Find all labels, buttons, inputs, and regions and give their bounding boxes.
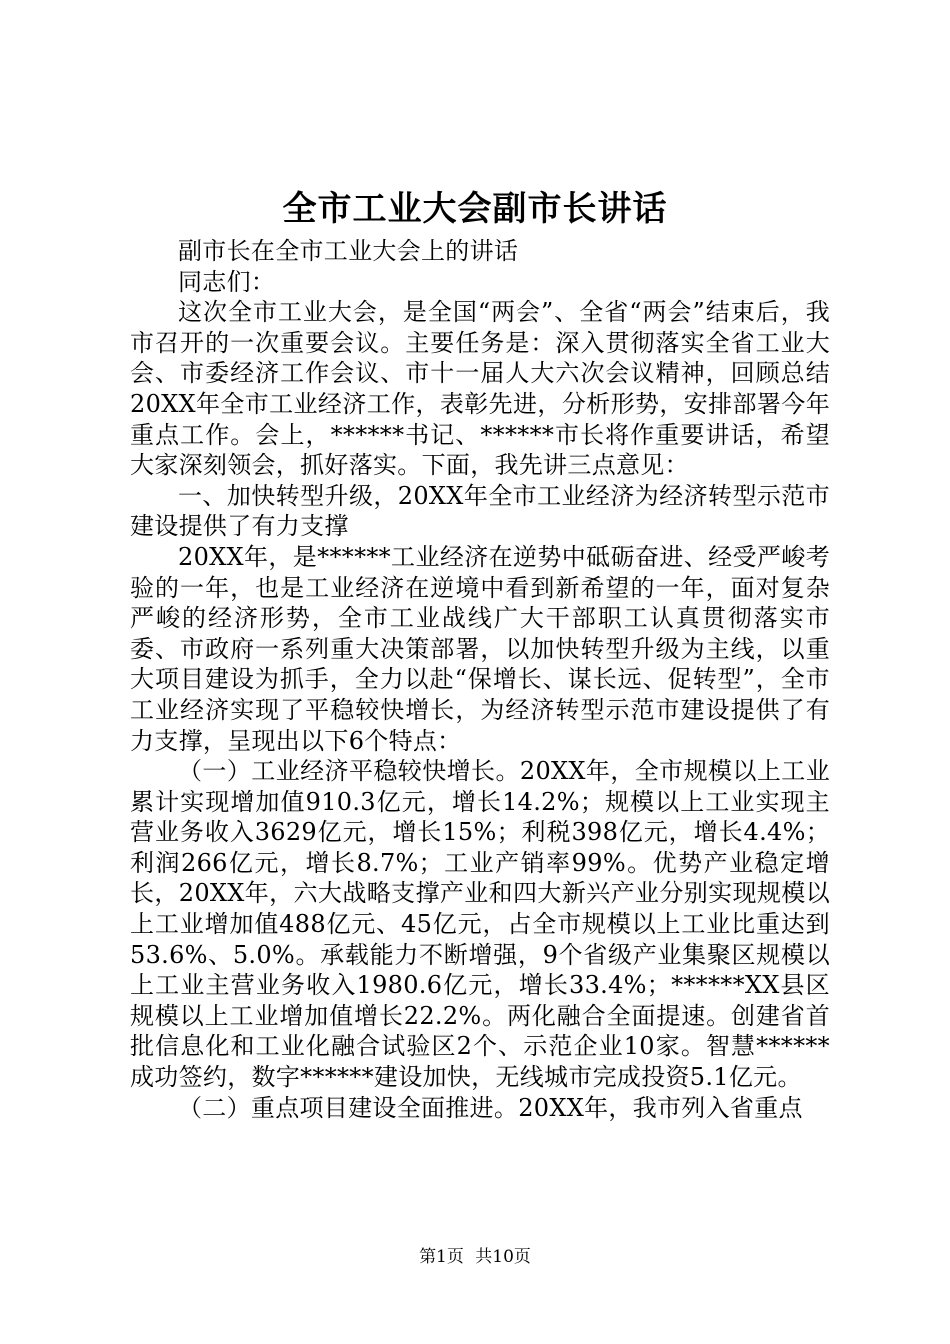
page-footer [0, 1245, 950, 1269]
page-total: 共10页 [475, 1247, 531, 1267]
salutation: 同志们： [178, 267, 276, 296]
intro-paragraph: 这次全市工业大会，是全国“两会”、全省“两会”结束后，我市召开的一次重要会议。主要任务是：深入贯彻落实全省工业大会、市委经济工作会议、市十一届人大六次会议精神，回顾总结20XX年全市工业经济工作，表彰先进，分析形势，安排部署今年重点工作。会上，******书记、******市长将作重要讲话，希望大家深刻领会，抓好落实。下面，我先讲三点意见： [130, 298, 830, 480]
section-heading-1: 一、加快转型升级，20XX年全市工业经济为经济转型示范市建设提供了有力支撑 [130, 481, 830, 541]
document-title: 全市工业大会副市长讲话 [282, 189, 668, 229]
subsection-1-paragraph: （一）工业经济平稳较快增长。20XX年，全市规模以上工业累计实现增加值910.3亿元，增长14.2%；规模以上工业实现主营业务收入3629亿元，增长15%；利税398亿元，增长4.4%；利润266亿元，增长8.7%；工业产销率99%。优势产业稳定增长，20XX年，六大战略支撑产业和四大新兴产业分别实现规模以上工业增加值488亿元、45亿元，占全市规模以上工业比重达到53.6%、5.0%。承载能力不断增强，9个省级产业集聚区规模以上工业主营业务收入1980.6亿元，增长33.4%；******XX县区规模以上工业增加值增长22.2%。两化融合全面提速。创建省首批信息化和工业化融合试验区2个、示范企业10家。智慧******成功签约，数字******建设加快，无线城市完成投资5.1亿元。 [130, 757, 830, 1092]
speech-heading: 副市长在全市工业大会上的讲话 [178, 237, 519, 265]
page-number: 第1页 [419, 1247, 464, 1267]
section-1-paragraph: 20XX年，是******工业经济在逆势中砥砺奋进、经受严峻考验的一年，也是工业经济在逆境中看到新希望的一年，面对复杂严峻的经济形势，全市工业战线广大干部职工认真贯彻落实市委、市政府一系列重大决策部署，以加快转型升级为主线，以重大项目建设为抓手，全力以赴“保增长、谋长远、促转型”，全市工业经济实现了平稳较快增长，为经济转型示范市建设提供了有力支撑，呈现出以下6个特点： [130, 542, 830, 755]
subsection-2-paragraph: （二）重点项目建设全面推进。20XX年，我市列入省重点 [178, 1093, 803, 1122]
document-body [130, 236, 830, 1123]
